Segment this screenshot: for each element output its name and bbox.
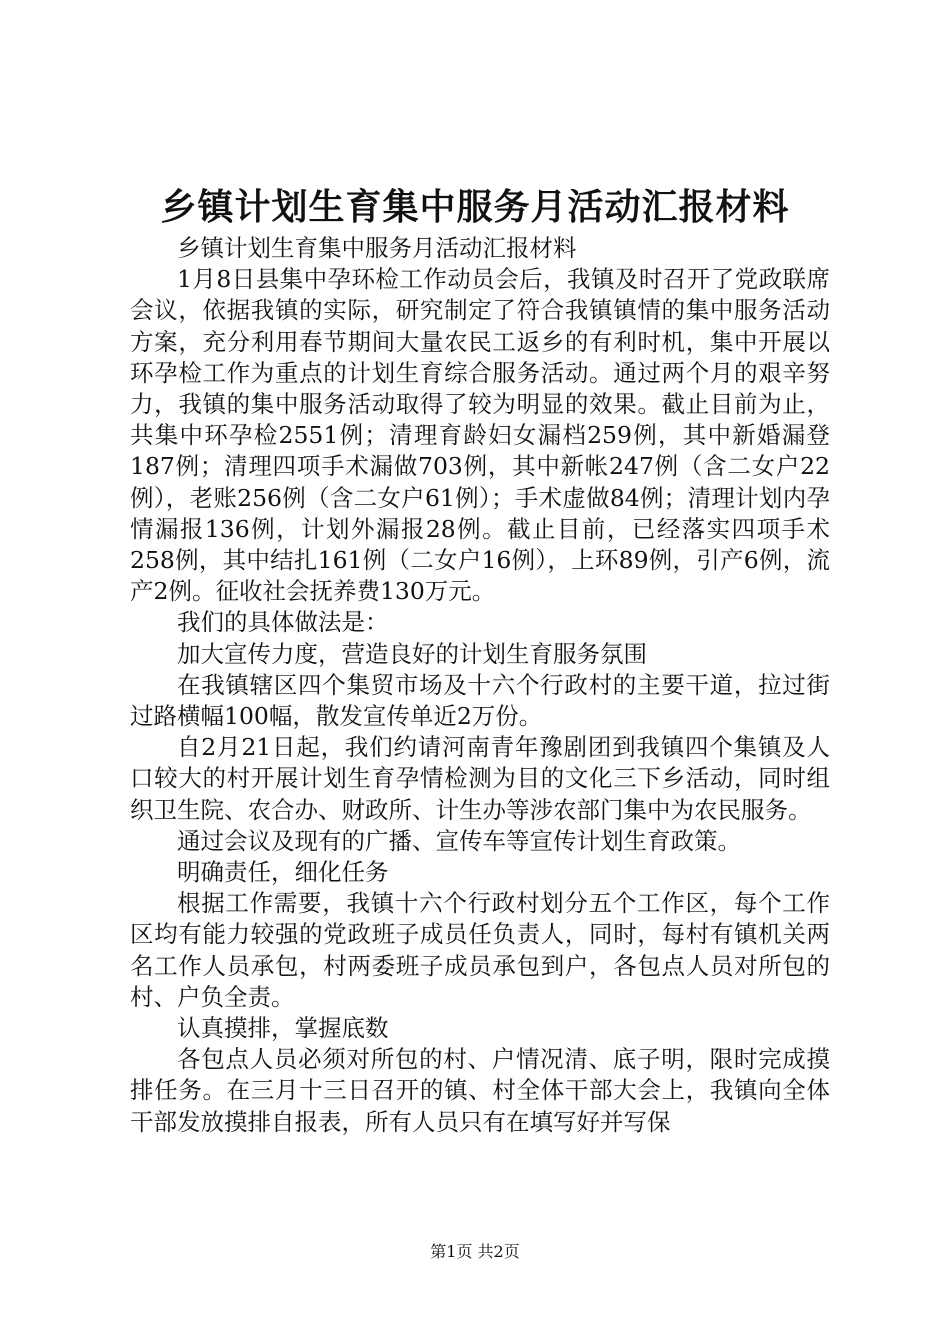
document-title: 乡镇计划生育集中服务月活动汇报材料 — [160, 186, 790, 228]
paragraph: 根据工作需要，我镇十六个行政村划分五个工作区，每个工作区均有能力较强的党政班子成员任负责人，同时，每村有镇机关两名工作人员承包，村两委班子成员承包到户，各包点人员对所包的村、户负全责。 — [130, 889, 830, 1011]
paragraph: 通过会议及现有的广播、宣传车等宣传计划生育政策。 — [177, 826, 741, 855]
document-body — [130, 233, 830, 1138]
paragraph: 乡镇计划生育集中服务月活动汇报材料 — [177, 234, 577, 262]
section-heading: 认真摸排，掌握底数 — [177, 1014, 389, 1043]
section-heading: 明确责任，细化任务 — [177, 858, 389, 887]
section-heading: 加大宣传力度，营造良好的计划生育服务氛围 — [177, 639, 647, 668]
page-footer: 第1页 共2页 — [430, 1242, 520, 1261]
paragraph: 各包点人员必须对所包的村、户情况清、底子明，限时完成摸排任务。在三月十三日召开的镇、村全体干部大会上，我镇向全体干部发放摸排自报表，所有人员只有在填写好并写保 — [130, 1045, 830, 1136]
paragraph: 在我镇辖区四个集贸市场及十六个行政村的主要干道，拉过街过路横幅100幅，散发宣传单近2万份。 — [130, 670, 830, 731]
paragraph: 自2月21日起，我们约请河南青年豫剧团到我镇四个集镇及人口较大的村开展计划生育孕情检测为目的文化三下乡活动，同时组织卫生院、农合办、财政所、计生办等涉农部门集中为农民服务。 — [130, 733, 830, 824]
paragraph: 1月8日县集中孕环检工作动员会后，我镇及时召开了党政联席会议，依据我镇的实际，研究制定了符合我镇镇情的集中服务活动方案，充分利用春节期间大量农民工返乡的有利时机，集中开展以环孕检工作为重点的计划生育综合服务活动。通过两个月的艰辛努力，我镇的集中服务活动取得了较为明显的效果。截止目前为止，共集中环孕检2551例；清理育龄妇女漏档259例，其中新婚漏登187例；清理四项手术漏做703例，其中新帐247例（含二女户22例），老账256例（含二女户61例）；手术虚做84例；清理计划内孕情漏报136例，计划外漏报28例。截止目前，已经落实四项手术258例，其中结扎161例（二女户16例），上环89例，引产6例，流产2例。征收社会抚养费130万元。 — [130, 265, 830, 606]
paragraph: 我们的具体做法是： — [177, 608, 389, 637]
